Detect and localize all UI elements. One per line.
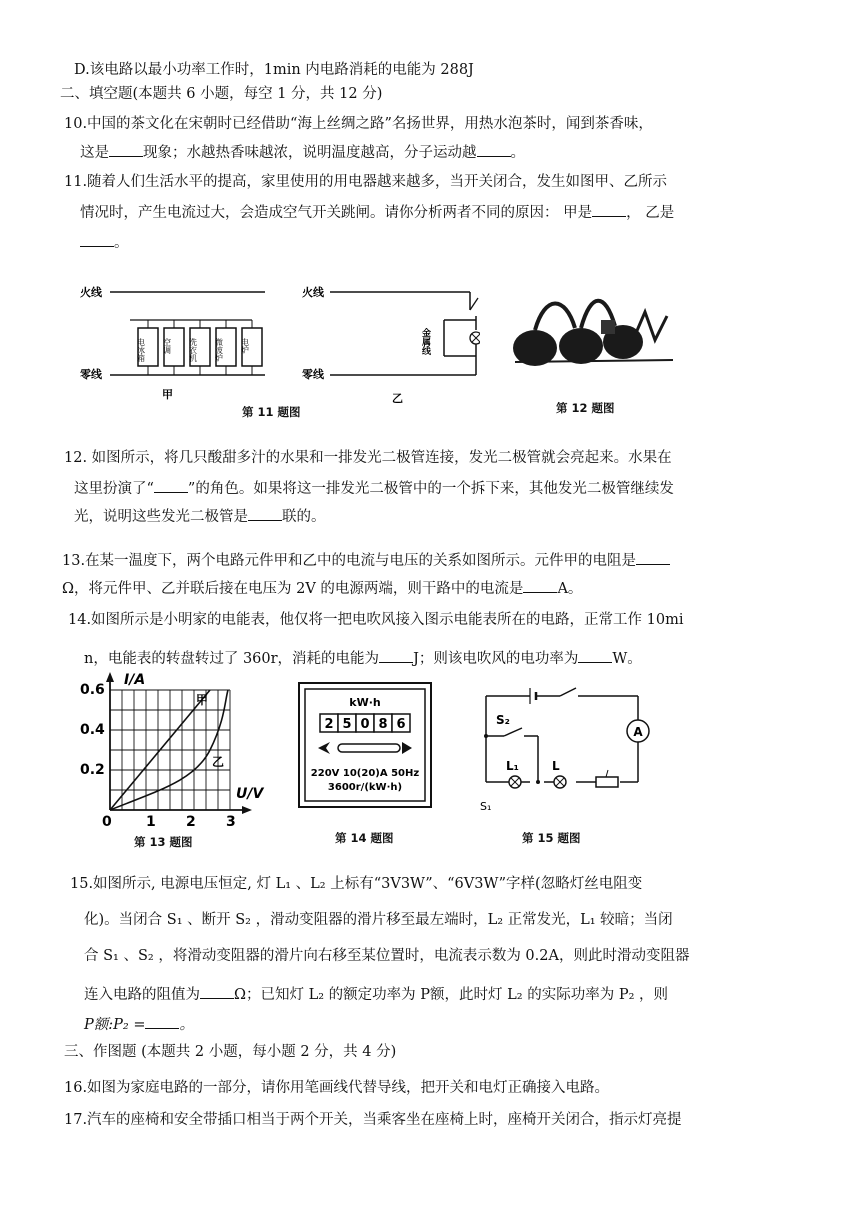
fig14-digit-1: 5 <box>342 717 352 732</box>
q13-line1 <box>62 550 670 571</box>
fig14-digit-2: 0 <box>360 717 370 732</box>
q10-line1: 10.中国的茶文化在宋朝时已经借助“海上丝绸之路”名扬世界，用热水泡茶时，闻到茶香味， <box>64 116 653 132</box>
fig14-digit-4: 6 <box>396 717 406 732</box>
q10-line2 <box>80 142 525 163</box>
fig13-ytick-2: 0.2 <box>80 762 105 778</box>
q12-text-b: ”的角色。如果将这一排发光二极管中的一个拆下来，其他发光二极管继续发 <box>187 481 674 497</box>
q12-text-d: 联的。 <box>282 509 326 525</box>
q13-blank-1[interactable] <box>636 550 670 565</box>
q15-line1: 15.如图所示, 电源电压恒定, 灯 L₁ 、L₂ 上标有“3V3W”、“6V3W”字样(忽略灯丝电阻变 <box>70 876 643 892</box>
fig11-jia-neutral-label: 零线 <box>80 368 102 381</box>
q14-text-c: W。 <box>612 651 642 667</box>
q15-line5 <box>84 1014 194 1035</box>
q12-blank-1[interactable] <box>154 478 188 493</box>
q11-line1: 11.随着人们生活水平的提高，家里使用的用电器越来越多，当开关闭合，发生如图甲、乙所示 <box>64 174 668 190</box>
q11-text-a: 情况时，产生电流过大，会造成空气开关跳闸。请你分析两者不同的原因： 甲是 <box>80 205 593 221</box>
q12-text-c: 光，说明这些发光二极管是 <box>74 509 248 525</box>
q12-line2 <box>74 478 674 499</box>
q12-line3 <box>74 506 326 527</box>
q11-blank-2[interactable] <box>80 232 114 247</box>
fig11-appliance-3: 微波炉 <box>214 338 224 362</box>
q10-text-c: 。 <box>510 145 525 161</box>
figure-12 <box>505 290 680 370</box>
fig13-xtick-3: 3 <box>226 814 236 830</box>
q14-text-a: n，电能表的转盘转过了 360r，消耗的电能为 <box>84 651 380 667</box>
q14-blank-2[interactable] <box>578 648 612 663</box>
q11-line2 <box>80 202 674 223</box>
q10-text-b: 现象；水越热香味越浓，说明温度越高，分子运动越 <box>143 145 477 161</box>
q15-line3: 合 S₁ 、S₂ ，将滑动变阻器的滑片向右移至某位置时，电流表示数为 0.2A，则此时滑动变阻器 <box>84 948 690 964</box>
q16-text: 16.如图为家庭电路的一部分，请你用笔画线代替导线，把开关和电灯正确接入电路。 <box>64 1080 610 1096</box>
fig11-yi-neutral-label: 零线 <box>302 368 324 381</box>
fig15-l-label: L <box>552 759 560 773</box>
q13-text-a: 13.在某一温度下，两个电路元件甲和乙中的电流与电压的关系如图所示。元件甲的电阻是 <box>62 553 637 569</box>
q14-text-b: J；则该电吹风的电功率为 <box>413 651 579 667</box>
q13-blank-2[interactable] <box>523 578 557 593</box>
q12-text-a: 这里扮演了“ <box>74 481 154 497</box>
q13-text-c: A。 <box>557 581 583 597</box>
q11-blank-1[interactable] <box>592 202 626 217</box>
q12-line1: 12. 如图所示，将几只酸甜多汁的水果和一排发光二极管连接，发光二极管就会亮起来。水果在 <box>64 450 672 466</box>
fig13-jia-label: 甲 <box>196 693 209 707</box>
fig12-caption: 第 12 题图 <box>556 401 615 415</box>
fig13-ytick-1: 0.4 <box>80 722 105 738</box>
fig11-yi-label: 乙 <box>392 392 403 405</box>
q15-line4 <box>84 984 668 1005</box>
q12-blank-2[interactable] <box>248 506 282 521</box>
q9-option-d: D.该电路以最小功率工作时，1min 内电路消耗的电能为 288J <box>74 62 474 78</box>
q11-text-c: 。 <box>114 235 129 251</box>
fig13-xtick-2: 2 <box>186 814 196 830</box>
q15-blank-1[interactable] <box>200 984 234 999</box>
q15-text-c: P额:P₂ = <box>84 1017 146 1033</box>
fig14-spec1: 220V 10(20)A 50Hz <box>310 768 420 779</box>
fig14-unit: kW·h <box>349 696 381 709</box>
fig15-s2-label: S₂ <box>496 713 510 727</box>
fig11-appliances <box>130 320 262 375</box>
fig15-s1-label: S₁ <box>480 800 492 813</box>
q13-line2 <box>62 578 582 599</box>
fig11-jia-label: 甲 <box>162 388 173 401</box>
fig14-spec2: 3600r/(kW·h) <box>327 782 403 793</box>
fig15-ammeter-label: A <box>633 725 643 739</box>
fig14-digit-0: 2 <box>324 717 334 732</box>
fig11-appliance-1: 空调 <box>162 338 172 354</box>
fig13-xtick-0: 0 <box>102 814 112 830</box>
figure-15 <box>478 684 658 824</box>
section-2-heading: 二、填空题(本题共 6 小题，每空 1 分，共 12 分) <box>60 86 383 102</box>
figure-11 <box>80 280 480 410</box>
fig13-yi-label: 乙 <box>212 755 225 769</box>
q15-text-d: 。 <box>179 1017 194 1033</box>
q10-blank-1[interactable] <box>109 142 143 157</box>
q13-text-b: Ω，将元件甲、乙并联后接在电压为 2V 的电源两端，则干路中的电流是 <box>62 581 524 597</box>
fig13-xlabel: U/V <box>236 786 264 802</box>
q11-text-b: ， 乙是 <box>626 205 675 221</box>
fig14-digit-3: 8 <box>378 717 388 732</box>
q14-line2 <box>84 648 642 669</box>
fig11-caption: 第 11 题图 <box>242 405 301 419</box>
q17-text: 17.汽车的座椅和安全带插口相当于两个开关，当乘客坐在座椅上时，座椅开关闭合，指示灯亮提 <box>64 1112 682 1128</box>
section-3-heading: 三、作图题 (本题共 2 小题，每小题 2 分，共 4 分) <box>64 1044 397 1060</box>
fig11-appliance-2: 洗衣机 <box>188 338 198 362</box>
figure-14 <box>298 682 432 808</box>
q15-blank-2[interactable] <box>145 1014 179 1029</box>
q15-text-a: 连入电路的阻值为 <box>84 987 200 1003</box>
q15-line2: 化)。当闭合 S₁ 、断开 S₂ ，滑动变阻器的滑片移至最左端时，L₂ 正常发光，L₁ 较暗；当闭 <box>84 912 673 928</box>
fig14-caption: 第 14 题图 <box>335 831 394 845</box>
fig11-jia-live-label: 火线 <box>80 286 102 299</box>
fig15-l1-label: L₁ <box>506 759 519 773</box>
q15-text-b: Ω；已知灯 L₂ 的额定功率为 P额，此时灯 L₂ 的实际功率为 P₂ ，则 <box>234 987 668 1003</box>
fig11-appliance-4: 电炉 <box>240 338 250 354</box>
fig11-yi-live-label: 火线 <box>302 286 324 299</box>
fig11-wire-label: 金属线 <box>420 328 430 355</box>
q14-line1: 14.如图所示是小明家的电能表，他仅将一把电吹风接入图示电能表所在的电路，正常工作 10mi <box>68 612 684 628</box>
figure-13 <box>80 670 280 830</box>
fig13-caption: 第 13 题图 <box>134 835 193 849</box>
q14-blank-1[interactable] <box>379 648 413 663</box>
fig13-xtick-1: 1 <box>146 814 156 830</box>
q10-blank-2[interactable] <box>477 142 511 157</box>
q10-text-a: 这是 <box>80 145 109 161</box>
q11-line3 <box>80 232 129 253</box>
fig13-ytick-0: 0.6 <box>80 682 105 698</box>
fig11-appliance-0: 电冰箱 <box>136 338 146 362</box>
fig14-digit-boxes <box>320 714 410 732</box>
fig13-ylabel: I/A <box>124 672 146 688</box>
fig15-caption: 第 15 题图 <box>522 831 581 845</box>
